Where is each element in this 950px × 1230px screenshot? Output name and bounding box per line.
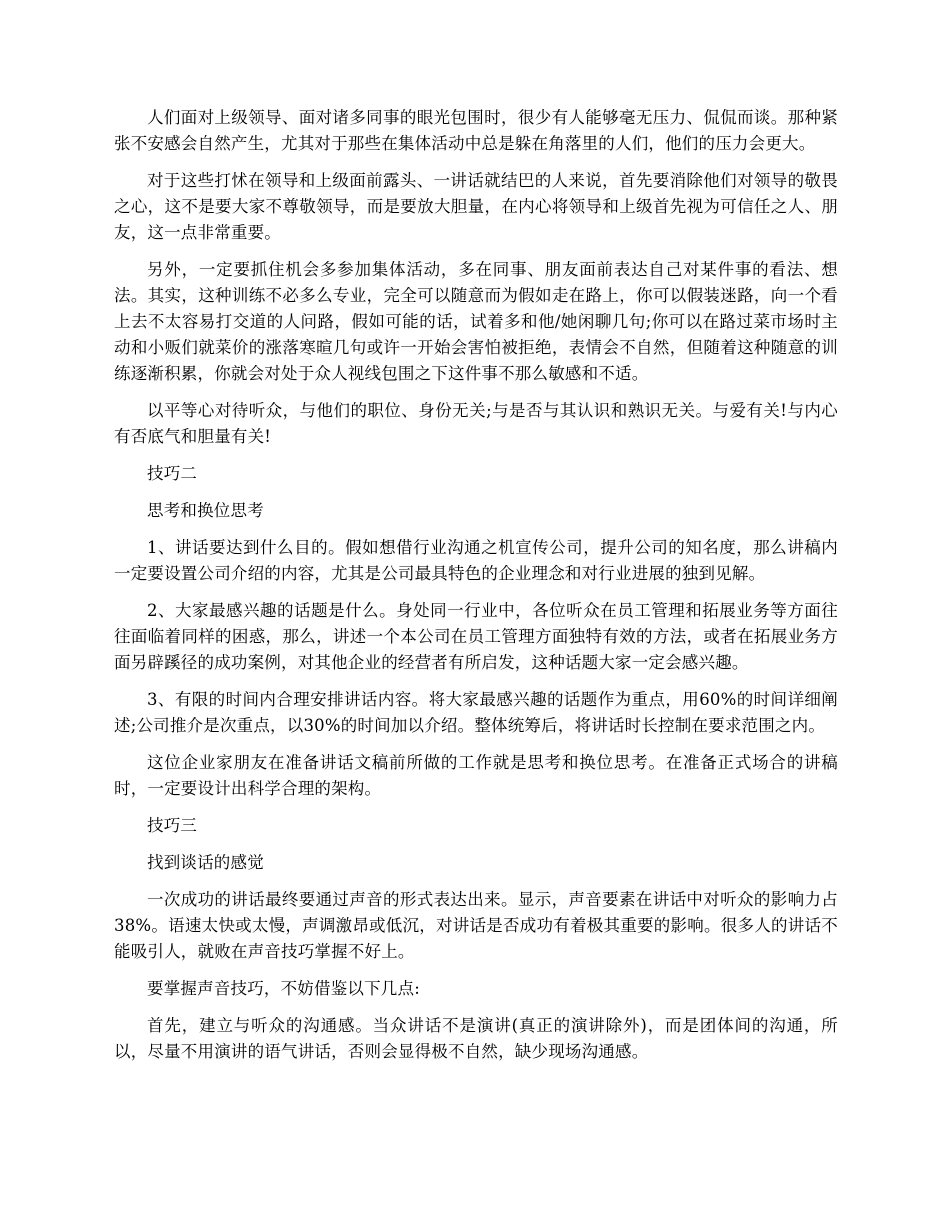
section-heading-tip-2: 技巧二 [147, 464, 198, 483]
paragraph-9: 一次成功的讲话最终要通过声音的形式表达出来。显示，声音要素在讲话中对听众的影响力占38%。语速太快或太慢，声调激昂或低沉，对讲话是否成功有着极其重要的影响。很多人的讲话不能吸引人，就败在声音技巧掌握不好上。 [114, 890, 838, 961]
paragraph-6: 2、大家最感兴趣的话题是什么。身处同一行业中，各位听众在员工管理和拓展业务等方面往往面临着同样的困惑，那么，讲述一个本公司在员工管理方面独特有效的方法，或者在拓展业务方面另辟蹊径的成功案例，对其他企业的经营者有所启发，这种话题大家一定会感兴趣。 [114, 601, 838, 672]
paragraph-8: 这位企业家朋友在准备讲话文稿前所做的工作就是思考和换位思考。在准备正式场合的讲稿时，一定要设计出科学合理的架构。 [114, 753, 838, 798]
paragraph-3: 另外，一定要抓住机会多参加集体活动，多在同事、朋友面前表达自己对某件事的看法、想法。其实，这种训练不必多么专业，完全可以随意而为假如走在路上，你可以假装迷路，向一个看上去不太容易打交道的人问路，假如可能的话，试着多和他/她闲聊几句;你可以在路过菜市场时主动和小贩们就菜价的涨落寒暄几句或许一开始会害怕被拒绝，表情会不自然，但随着这种随意的训练逐渐积累，你就会对处于众人视线包围之下这件事不那么敏感和不适。 [114, 260, 838, 383]
section-heading-tip-3: 技巧三 [147, 816, 198, 835]
paragraph-1: 人们面对上级领导、面对诸多同事的眼光包围时，很少有人能够毫无压力、侃侃而谈。那种紧张不安感会自然产生，尤其对于那些在集体活动中总是躲在角落里的人们，他们的压力会更大。 [114, 108, 838, 153]
paragraph-10: 要掌握声音技巧，不妨借鉴以下几点: [147, 979, 420, 998]
section-subheading-tip-2: 思考和换位思考 [147, 501, 264, 520]
paragraph-4: 以平等心对待听众，与他们的职位、身份无关;与是否与其认识和熟识无关。与爱有关!与内心有否底气和胆量有关! [114, 401, 838, 446]
paragraph-7: 3、有限的时间内合理安排讲话内容。将大家最感兴趣的话题作为重点，用60%的时间详细阐述;公司推介是次重点，以30%的时间加以介绍。整体统筹后，将讲话时长控制在要求范围之内。 [114, 690, 838, 735]
paragraph-5: 1、讲话要达到什么目的。假如想借行业沟通之机宣传公司，提升公司的知名度，那么讲稿内一定要设置公司介绍的内容，尤其是公司最具特色的企业理念和对行业进展的独到见解。 [114, 538, 838, 583]
document-body [114, 105, 838, 1076]
paragraph-11: 首先，建立与听众的沟通感。当众讲话不是演讲(真正的演讲除外)，而是团体间的沟通，所以，尽量不用演讲的语气讲话，否则会显得极不自然，缺少现场沟通感。 [114, 1016, 838, 1061]
paragraph-2: 对于这些打怵在领导和上级面前露头、一讲话就结巴的人来说，首先要消除他们对领导的敬畏之心，这不是要大家不尊敬领导，而是要放大胆量，在内心将领导和上级首先视为可信任之人、朋友，这一点非常重要。 [114, 171, 838, 242]
section-subheading-tip-3: 找到谈话的感觉 [147, 853, 264, 872]
